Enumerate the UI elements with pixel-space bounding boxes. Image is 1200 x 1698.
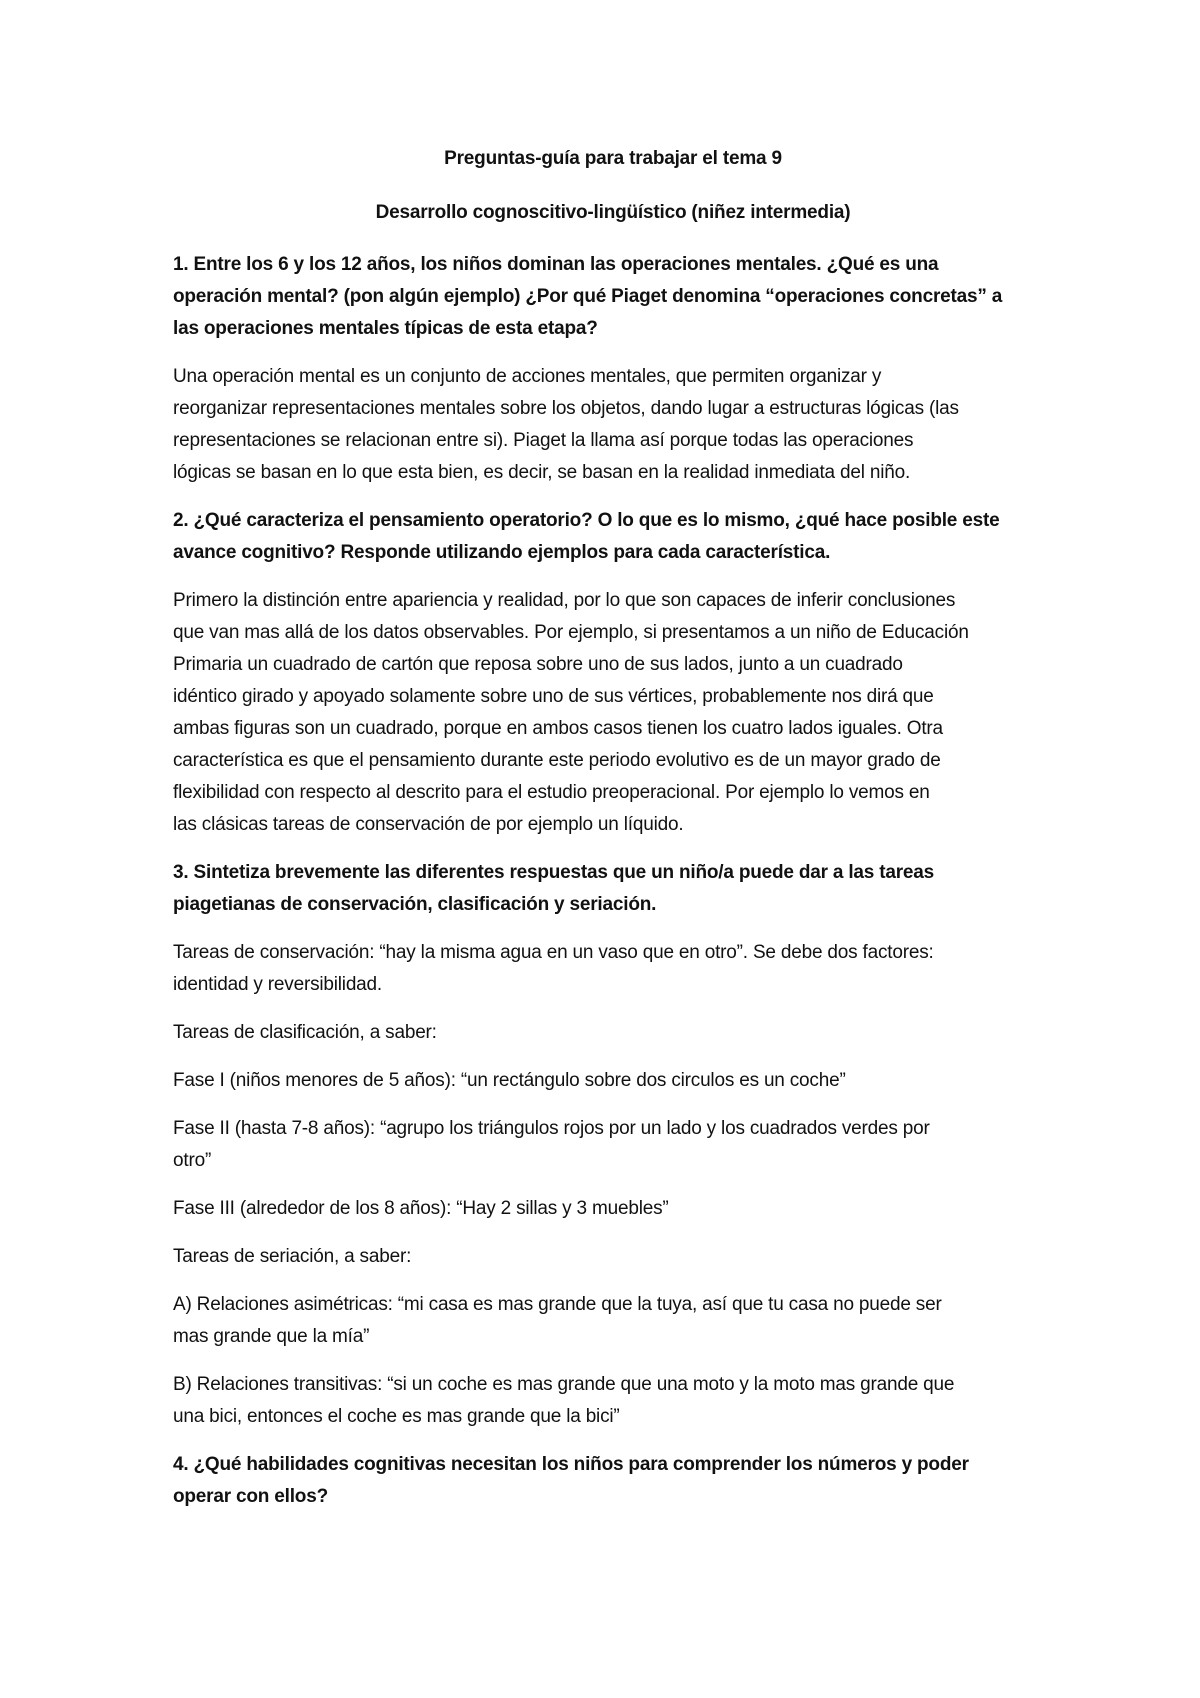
answer-line: las clásicas tareas de conservación de por ejemplo un líquido. [173, 814, 684, 835]
question-line: avance cognitivo? Responde utilizando ejemplos para cada característica. [173, 542, 831, 563]
question-line: las operaciones mentales típicas de esta etapa? [173, 318, 598, 339]
question-3 [173, 857, 1053, 921]
answer-2 [173, 585, 1053, 841]
answer-3-conservacion [173, 937, 1053, 1001]
answer-3-fase-2 [173, 1113, 1053, 1177]
answer-line: característica es que el pensamiento durante este periodo evolutivo es de un mayor grado de [173, 750, 941, 771]
answer-line: B) Relaciones transitivas: “si un coche es mas grande que una moto y la moto mas grande que [173, 1374, 955, 1395]
answer-line: Tareas de clasificación, a saber: [173, 1022, 437, 1043]
question-line: 3. Sintetiza brevemente las diferentes respuestas que un niño/a puede dar a las tareas [173, 862, 935, 883]
answer-line: Primaria un cuadrado de cartón que reposa sobre uno de sus lados, junto a un cuadrado [173, 654, 903, 675]
answer-1 [173, 361, 1053, 489]
document-page [173, 143, 1053, 1529]
answer-line: que van mas allá de los datos observables. Por ejemplo, si presentamos a un niño de Educación [173, 622, 969, 643]
answer-line: Tareas de conservación: “hay la misma agua en un vaso que en otro”. Se debe dos factores: [173, 942, 934, 963]
question-line: operación mental? (pon algún ejemplo) ¿Por qué Piaget denomina “operaciones concretas” a [173, 286, 1003, 307]
question-line: 1. Entre los 6 y los 12 años, los niños dominan las operaciones mentales. ¿Qué es una [173, 254, 939, 275]
document-title: Preguntas-guía para trabajar el tema 9 [444, 148, 782, 169]
question-line: 4. ¿Qué habilidades cognitivas necesitan los niños para comprender los números y poder [173, 1454, 969, 1475]
answer-line: A) Relaciones asimétricas: “mi casa es mas grande que la tuya, así que tu casa no puede ser [173, 1294, 942, 1315]
answer-line: lógicas se basan en lo que esta bien, es decir, se basan en la realidad inmediata del niño. [173, 462, 911, 483]
document-subtitle: Desarrollo cognoscitivo-lingüístico (niñez intermedia) [375, 202, 851, 223]
question-4 [173, 1449, 1053, 1513]
answer-line: Fase III (alrededor de los 8 años): “Hay 2 sillas y 3 muebles” [173, 1198, 669, 1219]
answer-line: Fase II (hasta 7-8 años): “agrupo los triángulos rojos por un lado y los cuadrados verdes por [173, 1118, 930, 1139]
answer-3-fase-1 [173, 1065, 1053, 1097]
answer-line: identidad y reversibilidad. [173, 974, 382, 995]
question-2 [173, 505, 1053, 569]
question-line: operar con ellos? [173, 1486, 328, 1507]
answer-3-seriacion-intro [173, 1241, 1053, 1273]
answer-line: otro” [173, 1150, 212, 1171]
answer-line: mas grande que la mía” [173, 1326, 370, 1347]
answer-line: Una operación mental es un conjunto de acciones mentales, que permiten organizar y [173, 366, 882, 387]
answer-line: Primero la distinción entre apariencia y realidad, por lo que son capaces de inferir conclusiones [173, 590, 956, 611]
answer-line: representaciones se relacionan entre si). Piaget la llama así porque todas las operaciones [173, 430, 914, 451]
answer-line: reorganizar representaciones mentales sobre los objetos, dando lugar a estructuras lógicas (las [173, 398, 959, 419]
answer-line: Fase I (niños menores de 5 años): “un rectángulo sobre dos circulos es un coche” [173, 1070, 846, 1091]
answer-3-fase-3 [173, 1193, 1053, 1225]
answer-line: flexibilidad con respecto al descrito para el estudio preoperacional. Por ejemplo lo vemos en [173, 782, 930, 803]
answer-line: idéntico girado y apoyado solamente sobre uno de sus vértices, probablemente nos dirá que [173, 686, 934, 707]
answer-line: ambas figuras son un cuadrado, porque en ambos casos tienen los cuatro lados iguales. Otra [173, 718, 943, 739]
question-line: 2. ¿Qué caracteriza el pensamiento operatorio? O lo que es lo mismo, ¿qué hace posible este [173, 510, 1000, 531]
answer-line: Tareas de seriación, a saber: [173, 1246, 412, 1267]
answer-3-relacion-a [173, 1289, 1053, 1353]
question-line: piagetianas de conservación, clasificación y seriación. [173, 894, 657, 915]
answer-3-clasificacion-intro [173, 1017, 1053, 1049]
answer-line: una bici, entonces el coche es mas grande que la bici” [173, 1406, 620, 1427]
answer-3-relacion-b [173, 1369, 1053, 1433]
question-1 [173, 249, 1053, 345]
